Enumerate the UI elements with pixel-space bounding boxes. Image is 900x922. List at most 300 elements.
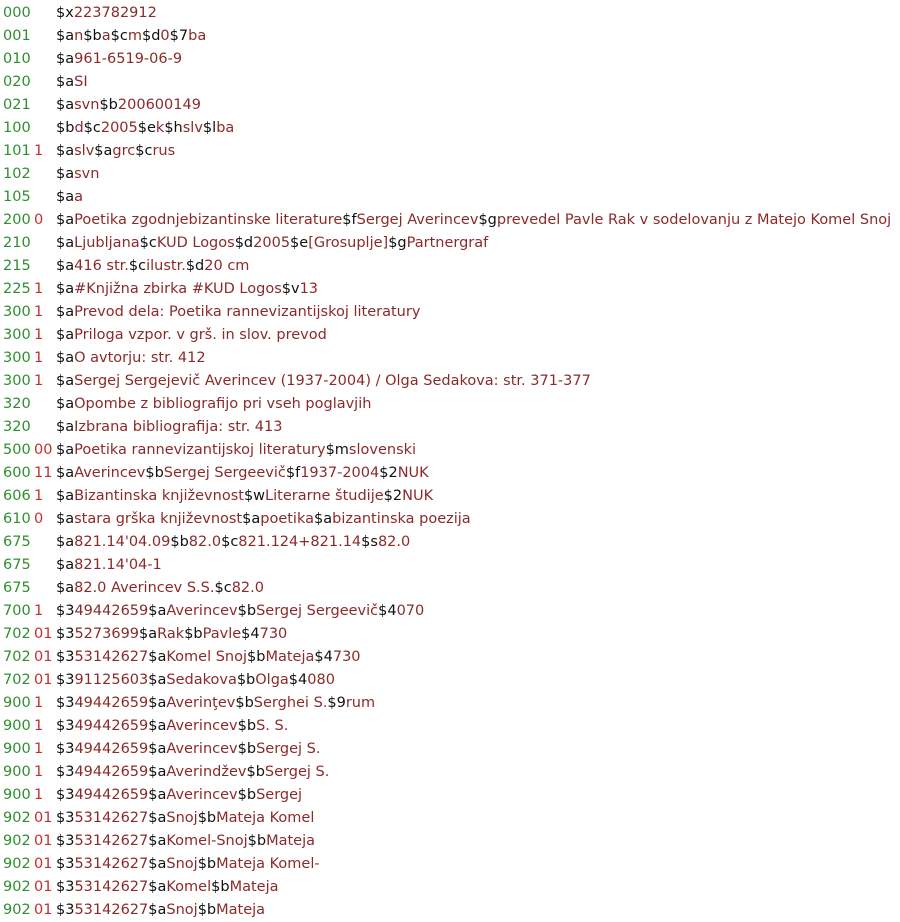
subfield-code: $2 — [383, 488, 403, 504]
field-content — [56, 692, 375, 715]
subfield-value: Mateja — [265, 649, 315, 665]
subfield-code: $b — [83, 28, 102, 44]
subfield-code: $g — [388, 235, 407, 251]
subfield-value: 5273699 — [74, 626, 140, 642]
subfield-code: $a — [56, 97, 75, 113]
subfield-code: $c — [221, 534, 239, 550]
field-tag: 101 — [3, 143, 31, 159]
field-tag: 702 — [3, 626, 31, 642]
subfield-value: 82.0 Averincev S.S. — [74, 580, 215, 596]
field-tag: 675 — [3, 580, 31, 596]
field-content — [56, 669, 335, 692]
marc-field-row — [0, 577, 900, 600]
subfield-code: $3 — [56, 902, 75, 918]
field-content — [56, 439, 416, 462]
field-content — [56, 623, 287, 646]
field-tag: 320 — [3, 419, 31, 435]
subfield-value: S. S. — [256, 718, 289, 734]
subfield-code: $3 — [56, 741, 75, 757]
subfield-value: 49442659 — [74, 603, 149, 619]
subfield-value: Snoj — [166, 856, 198, 872]
subfield-code: $a — [56, 350, 75, 366]
field-tag: 300 — [3, 373, 31, 389]
field-indicator: 1 — [34, 373, 44, 389]
subfield-code: $4 — [314, 649, 333, 665]
subfield-value: Sergej Sergeevič — [256, 603, 379, 619]
field-indicator: 1 — [34, 741, 44, 757]
subfield-code: $a — [148, 810, 167, 826]
subfield-code: $b — [197, 856, 217, 872]
subfield-value: Izbrana bibliografija: str. 413 — [74, 419, 283, 435]
subfield-value: [Grosuplje] — [308, 235, 389, 251]
marc-field-row — [0, 600, 900, 623]
subfield-value: Olga — [255, 672, 289, 688]
subfield-value: Sergej Sergeevič — [163, 465, 286, 481]
subfield-value: Bizantinska književnost — [74, 488, 244, 504]
field-content — [56, 117, 234, 140]
marc-field-row — [0, 393, 900, 416]
marc-field-row — [0, 347, 900, 370]
field-indicator: 0 — [34, 511, 44, 527]
subfield-code: $d — [234, 235, 254, 251]
subfield-value: 82.0 — [377, 534, 411, 550]
subfield-value: grc — [112, 143, 136, 159]
field-content — [56, 577, 264, 600]
marc-field-row — [0, 324, 900, 347]
subfield-code: $x — [56, 5, 74, 21]
subfield-value: ilustr. — [146, 258, 186, 274]
field-tag: 902 — [3, 856, 31, 872]
subfield-value: slv — [74, 143, 95, 159]
subfield-value: d — [74, 120, 84, 136]
field-content — [56, 531, 410, 554]
field-tag: 102 — [3, 166, 31, 182]
field-indicator: 01 — [34, 810, 53, 826]
field-tag: 610 — [3, 511, 31, 527]
subfield-value: Mateja Komel — [216, 810, 315, 826]
subfield-code: $c — [139, 235, 157, 251]
marc-field-row — [0, 301, 900, 324]
subfield-code: $7 — [169, 28, 189, 44]
marc-field-row — [0, 439, 900, 462]
marc-field-row — [0, 255, 900, 278]
field-content — [56, 600, 424, 623]
subfield-code: $3 — [56, 879, 75, 895]
field-content — [56, 48, 182, 71]
field-content — [56, 94, 201, 117]
field-indicator: 01 — [34, 833, 53, 849]
subfield-code: $a — [56, 74, 75, 90]
subfield-code: $c — [83, 120, 101, 136]
subfield-code: $a — [56, 281, 75, 297]
subfield-value: Mateja — [216, 902, 266, 918]
field-content — [56, 807, 314, 830]
subfield-value: Priloga vzpor. v grš. in slov. prevod — [74, 327, 327, 343]
field-indicator: 11 — [34, 465, 53, 481]
subfield-value: Literarne študije — [265, 488, 384, 504]
subfield-value: 070 — [396, 603, 425, 619]
field-indicator: 1 — [34, 764, 44, 780]
field-tag: 001 — [3, 28, 31, 44]
subfield-code: $a — [314, 511, 333, 527]
subfield-code: $m — [325, 442, 349, 458]
subfield-code: $a — [56, 511, 75, 527]
subfield-value: svn — [74, 97, 100, 113]
subfield-value: Rak — [157, 626, 185, 642]
subfield-value: Snoj — [166, 810, 198, 826]
subfield-value: m — [127, 28, 142, 44]
subfield-value: a — [101, 28, 111, 44]
subfield-code: $f — [285, 465, 301, 481]
marc-field-row — [0, 853, 900, 876]
subfield-code: $e — [290, 235, 309, 251]
field-content — [56, 71, 88, 94]
subfield-code: $b — [235, 695, 254, 711]
field-tag: 010 — [3, 51, 31, 67]
subfield-code: $w — [243, 488, 266, 504]
field-tag: 702 — [3, 649, 31, 665]
subfield-value: 49442659 — [74, 764, 149, 780]
marc-field-row — [0, 531, 900, 554]
subfield-value: stara grška književnost — [74, 511, 243, 527]
marc-field-row — [0, 876, 900, 899]
subfield-value: 53142627 — [74, 902, 149, 918]
field-content — [56, 899, 265, 922]
subfield-value: 91125603 — [74, 672, 149, 688]
subfield-value: 20 cm — [204, 258, 250, 274]
subfield-code: $b — [170, 534, 189, 550]
subfield-value: poetika — [260, 511, 314, 527]
subfield-code: $h — [164, 120, 183, 136]
subfield-code: $d — [185, 258, 205, 274]
field-content — [56, 255, 249, 278]
subfield-value: 730 — [259, 626, 288, 642]
field-tag: 900 — [3, 741, 31, 757]
subfield-code: $c — [128, 258, 147, 274]
subfield-value: Mateja — [266, 833, 316, 849]
field-tag: 105 — [3, 189, 31, 205]
subfield-code: $b — [197, 810, 217, 826]
subfield-code: $a — [148, 672, 167, 688]
marc-field-row — [0, 623, 900, 646]
field-tag: 320 — [3, 396, 31, 412]
subfield-value: svn — [74, 166, 100, 182]
subfield-code: $v — [281, 281, 300, 297]
subfield-code: $a — [56, 373, 75, 389]
subfield-code: $b — [247, 833, 267, 849]
subfield-code: $4 — [378, 603, 397, 619]
subfield-value: 53142627 — [74, 833, 149, 849]
field-tag: 300 — [3, 327, 31, 343]
marc-field-row — [0, 899, 900, 922]
marc-field-row — [0, 669, 900, 692]
field-tag: 100 — [3, 120, 31, 136]
subfield-value: Komel Snoj — [166, 649, 248, 665]
subfield-code: $c — [135, 143, 153, 159]
subfield-value: 1937-2004 — [300, 465, 380, 481]
subfield-value: ba — [216, 120, 235, 136]
subfield-value: #Knjižna zbirka #KUD Logos — [74, 281, 282, 297]
field-content — [56, 301, 420, 324]
field-tag: 021 — [3, 97, 31, 113]
subfield-value: n — [74, 28, 84, 44]
marc-field-row — [0, 370, 900, 393]
subfield-code: $3 — [56, 626, 75, 642]
marc-field-row — [0, 209, 900, 232]
field-indicator: 1 — [34, 327, 44, 343]
subfield-code: $c — [110, 28, 128, 44]
field-content — [56, 370, 591, 393]
subfield-value: k — [155, 120, 165, 136]
subfield-value: Averincev — [166, 741, 238, 757]
subfield-value: Snoj — [166, 902, 198, 918]
field-indicator: 1 — [34, 787, 44, 803]
field-content — [56, 646, 361, 669]
field-tag: 900 — [3, 718, 31, 734]
marc-field-row — [0, 232, 900, 255]
field-content — [56, 232, 488, 255]
subfield-value: rum — [345, 695, 376, 711]
subfield-value: O avtorju: str. 412 — [74, 350, 206, 366]
marc-field-row — [0, 25, 900, 48]
subfield-code: $d — [141, 28, 161, 44]
subfield-value: 53142627 — [74, 649, 149, 665]
subfield-value: Sergej Averincev — [356, 212, 479, 228]
subfield-code: $b — [236, 672, 256, 688]
subfield-code: $b — [237, 718, 257, 734]
field-tag: 606 — [3, 488, 31, 504]
subfield-code: $a — [56, 419, 75, 435]
marc-field-row — [0, 278, 900, 301]
subfield-code: $3 — [56, 603, 75, 619]
subfield-code: $a — [56, 258, 75, 274]
field-indicator: 01 — [34, 672, 53, 688]
field-indicator: 1 — [34, 281, 44, 297]
subfield-code: $a — [148, 833, 167, 849]
subfield-code: $a — [94, 143, 113, 159]
subfield-code: $a — [56, 396, 75, 412]
marc-field-row — [0, 807, 900, 830]
marc-field-row — [0, 71, 900, 94]
field-tag: 300 — [3, 350, 31, 366]
subfield-code: $a — [56, 580, 75, 596]
field-tag: 900 — [3, 787, 31, 803]
field-content — [56, 485, 433, 508]
marc-field-row — [0, 761, 900, 784]
field-indicator: 01 — [34, 626, 53, 642]
field-content — [56, 324, 327, 347]
subfield-code: $4 — [288, 672, 308, 688]
subfield-code: $a — [56, 534, 75, 550]
field-content — [56, 876, 278, 899]
field-tag: 675 — [3, 534, 31, 550]
subfield-value: 82.0 — [188, 534, 222, 550]
subfield-value: 080 — [307, 672, 335, 688]
subfield-code: $g — [478, 212, 497, 228]
subfield-value: 82.0 — [231, 580, 264, 596]
field-tag: 300 — [3, 304, 31, 320]
marc-field-row — [0, 186, 900, 209]
subfield-value: 53142627 — [74, 879, 149, 895]
subfield-value: Averincev — [166, 603, 238, 619]
field-tag: 902 — [3, 810, 31, 826]
subfield-value: Sergej S. — [264, 764, 330, 780]
field-tag: 902 — [3, 902, 31, 918]
marc-field-row — [0, 646, 900, 669]
subfield-value: NUK — [397, 465, 429, 481]
marc-field-row — [0, 416, 900, 439]
subfield-value: 2005 — [253, 235, 291, 251]
subfield-value: Averindžev — [166, 764, 247, 780]
subfield-code: $a — [148, 764, 167, 780]
field-indicator: 00 — [34, 442, 53, 458]
subfield-value: Opombe z bibliografijo pri vseh poglavjih — [74, 396, 372, 412]
subfield-value: Poetika zgodnjebizantinske literature — [74, 212, 343, 228]
subfield-value: Komel — [166, 879, 212, 895]
subfield-code: $3 — [56, 787, 75, 803]
field-content — [56, 715, 288, 738]
subfield-value: Mateja Komel- — [216, 856, 320, 872]
field-tag: 000 — [3, 5, 31, 21]
subfield-code: $3 — [56, 718, 75, 734]
subfield-value: 200600149 — [117, 97, 201, 113]
subfield-code: $a — [56, 465, 75, 481]
field-tag: 500 — [3, 442, 31, 458]
marc-field-row — [0, 485, 900, 508]
field-indicator: 1 — [34, 350, 44, 366]
subfield-value: Sergej — [256, 787, 303, 803]
field-tag: 020 — [3, 74, 31, 90]
field-content — [56, 2, 157, 25]
field-tag: 700 — [3, 603, 31, 619]
marc-field-row — [0, 554, 900, 577]
subfield-value: Mateja — [229, 879, 279, 895]
subfield-code: $b — [237, 603, 257, 619]
marc-field-row — [0, 94, 900, 117]
subfield-code: $b — [184, 626, 203, 642]
subfield-code: $9 — [327, 695, 346, 711]
field-tag: 902 — [3, 833, 31, 849]
subfield-value: 2005 — [100, 120, 138, 136]
subfield-code: $a — [148, 879, 167, 895]
subfield-code: $3 — [56, 810, 75, 826]
subfield-value: 0 — [160, 28, 170, 44]
field-indicator: 01 — [34, 856, 53, 872]
subfield-code: $a — [148, 856, 167, 872]
field-indicator: 1 — [34, 603, 44, 619]
subfield-code: $a — [56, 488, 75, 504]
subfield-code: $3 — [56, 649, 75, 665]
subfield-value: Sedakova — [166, 672, 237, 688]
subfield-value: Averincev — [166, 718, 238, 734]
marc-field-row — [0, 738, 900, 761]
subfield-code: $3 — [56, 672, 75, 688]
subfield-code: $3 — [56, 833, 75, 849]
field-content — [56, 209, 891, 232]
subfield-value: SI — [74, 74, 88, 90]
field-content — [56, 830, 315, 853]
marc-field-row — [0, 2, 900, 25]
subfield-value: slv — [182, 120, 203, 136]
field-indicator: 0 — [34, 212, 44, 228]
subfield-code: $a — [139, 626, 158, 642]
subfield-value: Prevod dela: Poetika rannevizantijskoj literatury — [74, 304, 421, 320]
field-indicator: 1 — [34, 304, 44, 320]
subfield-value: 49442659 — [74, 787, 149, 803]
subfield-value: ba — [188, 28, 207, 44]
subfield-value: 821.14'04.09 — [74, 534, 171, 550]
field-content — [56, 853, 320, 876]
subfield-code: $a — [56, 189, 75, 205]
subfield-code: $a — [56, 51, 75, 67]
field-tag: 900 — [3, 695, 31, 711]
field-tag: 200 — [3, 212, 31, 228]
subfield-value: 730 — [332, 649, 361, 665]
field-indicator: 1 — [34, 718, 44, 734]
subfield-code: $a — [56, 327, 75, 343]
subfield-code: $a — [148, 695, 167, 711]
subfield-value: Komel-Snoj — [166, 833, 248, 849]
subfield-value: Ljubljana — [74, 235, 140, 251]
subfield-code: $3 — [56, 764, 75, 780]
field-content — [56, 738, 320, 761]
subfield-code: $a — [56, 166, 75, 182]
marc-field-row — [0, 462, 900, 485]
subfield-code: $a — [148, 902, 167, 918]
subfield-value: NUK — [402, 488, 434, 504]
subfield-code: $a — [56, 557, 75, 573]
field-tag: 702 — [3, 672, 31, 688]
subfield-value: 821.124+821.14 — [238, 534, 362, 550]
field-content — [56, 278, 318, 301]
subfield-value: a — [74, 189, 84, 205]
field-content — [56, 347, 206, 370]
subfield-value: 13 — [299, 281, 319, 297]
field-tag: 675 — [3, 557, 31, 573]
field-indicator: 01 — [34, 879, 53, 895]
marc-field-row — [0, 830, 900, 853]
subfield-code: $a — [148, 787, 167, 803]
field-indicator: 1 — [34, 143, 44, 159]
marc-field-row — [0, 508, 900, 531]
subfield-value: Pavle — [202, 626, 242, 642]
subfield-value: Sergej S. — [256, 741, 321, 757]
field-tag: 902 — [3, 879, 31, 895]
subfield-value: 49442659 — [74, 695, 149, 711]
field-content — [56, 554, 162, 577]
subfield-code: $4 — [241, 626, 260, 642]
subfield-value: 416 str. — [74, 258, 129, 274]
subfield-code: $3 — [56, 695, 75, 711]
field-tag: 600 — [3, 465, 31, 481]
field-indicator: 01 — [34, 649, 53, 665]
subfield-value: 961-6519-06-9 — [74, 51, 183, 67]
marc-field-row — [0, 692, 900, 715]
subfield-code: $a — [148, 718, 167, 734]
marc-field-row — [0, 117, 900, 140]
subfield-code: $a — [148, 649, 167, 665]
marc-field-row — [0, 48, 900, 71]
subfield-code: $a — [56, 442, 75, 458]
subfield-value: 53142627 — [74, 810, 149, 826]
field-tag: 900 — [3, 764, 31, 780]
subfield-value: Poetika rannevizantijskoj literatury — [74, 442, 326, 458]
field-content — [56, 25, 206, 48]
field-tag: 225 — [3, 281, 31, 297]
subfield-code: $a — [242, 511, 261, 527]
subfield-code: $2 — [379, 465, 398, 481]
subfield-code: $a — [148, 603, 167, 619]
